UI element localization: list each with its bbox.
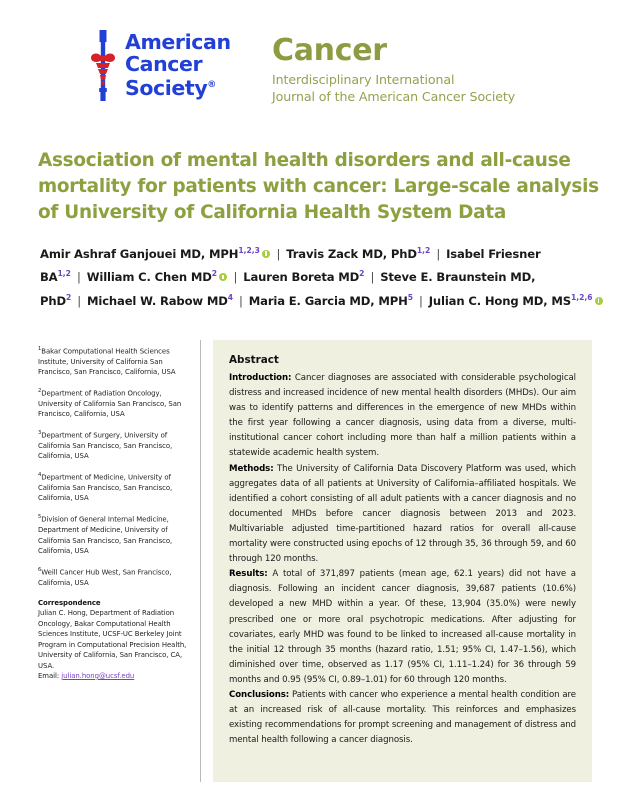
author-entry bbox=[87, 270, 228, 284]
acs-wordmark bbox=[125, 32, 231, 99]
author-affiliation-superscript: 2 bbox=[359, 269, 365, 279]
column-divider bbox=[200, 340, 201, 782]
email-label: Email: bbox=[38, 671, 60, 680]
journal-subtitle-line-2: Journal of the American Cancer Society bbox=[272, 88, 516, 104]
abstract-heading: Abstract bbox=[229, 354, 279, 366]
author-name: Steve E. Braunstein MD, PhD bbox=[40, 270, 536, 308]
affiliation-number: 2 bbox=[38, 388, 42, 395]
affiliation-text: Department of Radiation Oncology, University of California San Francisco, San Francisco, California, USA bbox=[38, 389, 182, 419]
author-name: Michael W. Rabow MD bbox=[87, 293, 228, 308]
affiliation-text: Department of Medicine, University of California San Francisco, San Francisco, California, USA bbox=[38, 473, 173, 503]
american-cancer-society-logo bbox=[88, 28, 231, 104]
affiliation-text: Department of Surgery, University of California San Francisco, San Francisco, California, USA bbox=[38, 431, 173, 461]
author-separator: | bbox=[419, 293, 423, 308]
affiliation-number: 1 bbox=[38, 346, 42, 352]
abstract-section-text: Patients with cancer who experience a mental health condition are at an increased risk of all-cause mortality. This reinforces and emphasizes existing recommendations for prompt screening and management of distress and mental health following a cancer diagnosis. bbox=[229, 689, 576, 746]
author-affiliation-superscript: 5 bbox=[407, 292, 413, 302]
author-separator: | bbox=[76, 270, 81, 285]
acs-word-american: American bbox=[125, 30, 231, 55]
author-affiliation-superscript: 2 bbox=[65, 292, 72, 302]
author-entry bbox=[249, 294, 413, 308]
affiliation-text: Division of General Internal Medicine, Department of Medicine, University of California San Francisco, San Francisco, California, USA bbox=[38, 515, 173, 555]
author-name: Julian C. Hong MD, MS bbox=[428, 293, 571, 308]
abstract-section-label: Introduction: bbox=[229, 373, 292, 383]
email-link[interactable]: julian.hong@ucsf.edu bbox=[61, 671, 135, 680]
affiliation-item bbox=[38, 470, 190, 504]
affiliations-list bbox=[38, 344, 190, 588]
affiliation-text: Bakar Computational Health Sciences Institute, University of California San Francisco, San Francisco, California, USA bbox=[38, 347, 176, 377]
abstract-section-label: Results: bbox=[229, 569, 268, 580]
author-separator: | bbox=[370, 270, 375, 285]
abstract-section bbox=[229, 371, 576, 462]
author-name: Travis Zack MD, PhD bbox=[286, 246, 417, 261]
acs-word-cancer: Cancer bbox=[125, 51, 203, 76]
abstract-section-text: The University of California Data Discovery Platform was used, which aggregates data of all patients at University of California–affiliated hospitals. We identified a cohort consisting of all adult patients with a cancer diagnosis and no documented MHDs before cancer diagnosis between 2013 and 2023. Multivariable adjusted time-partitioned hazard ratios for overall all-cause mortality were constructed using epochs of 12 through 35, 36 through 59, and 60 through 120 months. bbox=[229, 463, 576, 565]
journal-subtitle bbox=[272, 72, 515, 105]
journal-branding bbox=[272, 34, 515, 105]
abstract-section bbox=[229, 462, 576, 568]
affiliation-item bbox=[38, 512, 190, 556]
correspondence-email-line bbox=[38, 671, 190, 681]
abstract-section-text: Cancer diagnoses are associated with considerable psychological distress and increased incidence of new mental health disorders (MHDs). Our aim was to identify patterns and differences in the emergence of new MHDs within the first year following a cancer diagnosis, using data from a diverse, multi-institutional cancer cohort including more than half a million patients within a statewide academic health system. bbox=[229, 373, 576, 459]
author-entry bbox=[429, 294, 603, 308]
abstract-section bbox=[229, 688, 576, 748]
affiliation-text: Weill Cancer Hub West, San Francisco, California, USA bbox=[38, 568, 172, 587]
author-name: Lauren Boreta MD bbox=[243, 270, 360, 285]
author-list bbox=[40, 241, 610, 311]
author-affiliation-superscript: 4 bbox=[227, 292, 233, 302]
affiliation-item bbox=[38, 428, 190, 462]
acs-sword-serpent-icon bbox=[88, 28, 118, 104]
author-affiliation-superscript: 1,2 bbox=[416, 246, 431, 255]
abstract-section-text: A total of 371,897 patients (mean age, 62.1 years) did not have a diagnosis. Following an incident cancer diagnosis, 39,687 patients (10.6%) developed a new MHD within a year. Of these, 13,904 (35.0%) were newly prescribed one or more oral psychotropic medications. After adjusting for covariates, early MHD was found to be linked to increased all-cause mortality in the initial 12 through 35 months (hazard ratio, 1.51; 95% CI, 1.47–1.56), which diminished over time, observed as 1.17 (95% CI, 1.11–1.24) for 36 through 59 months and 0.95 (95% CI, 0.89–1.01) for 60 through 120 months. bbox=[229, 569, 576, 685]
author-separator: | bbox=[276, 246, 281, 261]
author-separator: | bbox=[233, 270, 238, 285]
abstract-panel bbox=[213, 340, 592, 782]
masthead bbox=[0, 0, 640, 128]
abstract-section-label: Methods: bbox=[229, 463, 274, 474]
author-entry bbox=[286, 247, 430, 261]
affiliation-number: 4 bbox=[38, 472, 42, 479]
author-separator: | bbox=[436, 246, 441, 261]
author-separator: | bbox=[77, 293, 81, 308]
abstract-body bbox=[229, 371, 576, 748]
author-affiliation-superscript: 1,2,3 bbox=[238, 246, 260, 255]
author-name: Maria E. Garcia MD, MPH bbox=[248, 293, 408, 308]
author-affiliation-superscript: 1,2 bbox=[57, 269, 71, 279]
journal-subtitle-line-1: Interdisciplinary International bbox=[272, 72, 455, 87]
author-entry bbox=[243, 270, 364, 284]
journal-title: Cancer bbox=[272, 33, 387, 68]
acs-word-society: Society® bbox=[125, 76, 216, 101]
registered-trademark-icon: ® bbox=[207, 80, 216, 91]
affiliations-column bbox=[38, 344, 190, 681]
article-title: Association of mental health disorders and all-cause mortality for patients with cancer: Large-scale analysis of University of California Health System Data bbox=[38, 150, 599, 223]
affiliation-number: 6 bbox=[38, 566, 42, 573]
affiliation-item bbox=[38, 565, 190, 588]
correspondence-heading: Correspondence bbox=[38, 599, 101, 608]
affiliation-item bbox=[38, 386, 190, 420]
author-entry bbox=[87, 294, 233, 308]
author-name: Amir Ashraf Ganjouei MD, MPH bbox=[40, 246, 239, 261]
author-entry bbox=[40, 247, 270, 261]
author-name: William C. Chen MD bbox=[86, 270, 212, 285]
affiliation-number: 3 bbox=[38, 430, 42, 437]
correspondence-body: Julian C. Hong, Department of Radiation Oncology, Bakar Computational Health Sciences Institute, UCSF-UC Berkeley Joint Program in Computational Precision Health, University of California, San Francisco, CA, USA. bbox=[38, 609, 187, 670]
author-separator: | bbox=[239, 293, 243, 308]
affiliation-number: 5 bbox=[38, 514, 42, 521]
abstract-section bbox=[229, 567, 576, 688]
author-affiliation-superscript: 2 bbox=[211, 269, 217, 279]
author-affiliation-superscript: 1,2,6 bbox=[570, 292, 593, 302]
orcid-icon[interactable] bbox=[595, 297, 603, 305]
author-name: Isabel Friesner BA bbox=[40, 246, 541, 285]
affiliation-item bbox=[38, 344, 190, 378]
abstract-section-label: Conclusions: bbox=[229, 689, 290, 700]
